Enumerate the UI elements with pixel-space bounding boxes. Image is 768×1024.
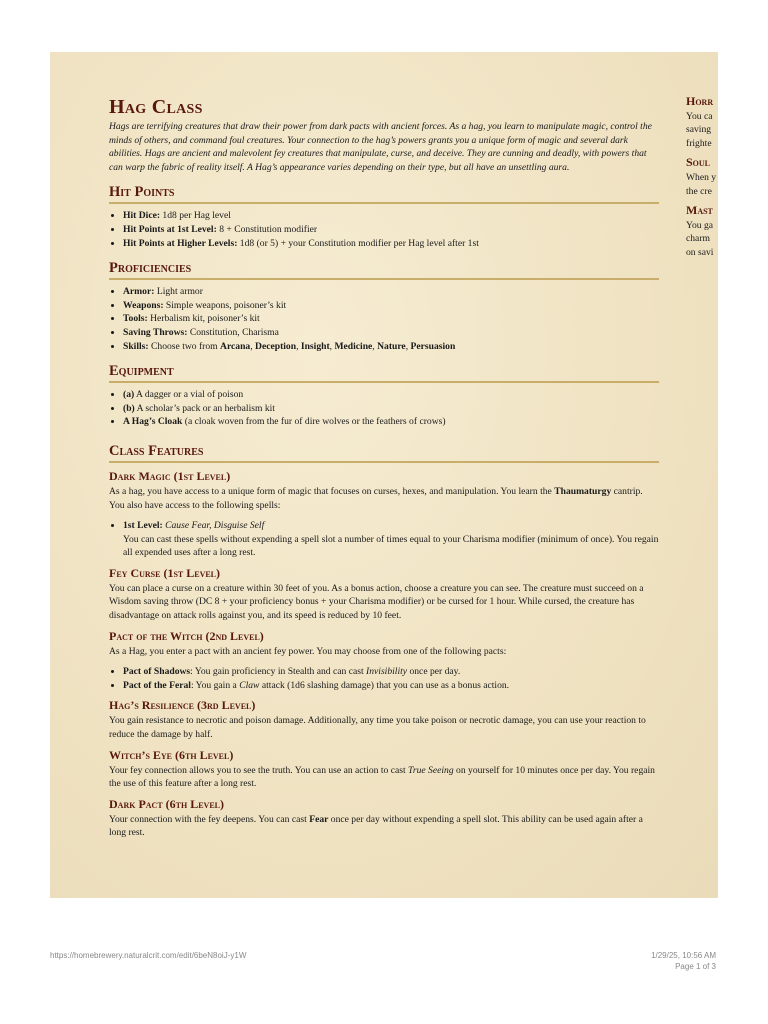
footer-page-number: Page 1 of 3 — [675, 962, 716, 971]
item-label: 1st Level: — [123, 520, 163, 532]
list-item — [123, 299, 659, 313]
skill: Persuasion — [410, 340, 456, 352]
list-item — [123, 209, 659, 223]
section-heading-hit-points: Hit Points — [109, 184, 659, 204]
spell-name: True Seeing — [408, 764, 454, 776]
feature-text-witch-eye — [109, 764, 659, 791]
feature-heading-dark-pact: Dark Pact (6th Level) — [109, 796, 225, 811]
section-heading-proficiencies: Proficiencies — [109, 260, 659, 280]
feature-heading-resilience: Hag’s Resilience (3rd Level) — [109, 698, 256, 713]
list-item — [123, 237, 659, 251]
spell-separator: , — [209, 520, 214, 532]
item-text: 8 + Constitution modifier — [216, 223, 318, 235]
item-text: 1d8 (or 5) + your Constitution modifier per Hag level after 1st — [237, 237, 479, 249]
list-item — [123, 285, 659, 299]
item-text: 1d8 per Hag level — [160, 210, 231, 222]
feature-heading: Mast — [686, 203, 713, 218]
item-text: Light armor — [154, 286, 203, 298]
feature-text — [686, 110, 718, 150]
list-item-subtext: You can cast these spells without expending a spell slot a number of times equal to your Charisma modifier (minimum of once). You regain all expended uses after a long rest. — [123, 533, 659, 559]
print-footer-url — [50, 950, 246, 961]
feature-text-pact: As a Hag, you enter a pact with an ancient fey power. You may choose from one of the following pacts: — [109, 645, 507, 657]
skill: Medicine — [334, 340, 373, 352]
feature-heading-fey-curse: Fey Curse (1st Level) — [109, 565, 221, 580]
section-heading-equipment: Equipment — [109, 363, 659, 383]
text-line: frighte — [686, 137, 712, 149]
skill: Arcana — [220, 340, 251, 352]
feature-heading-pact: Pact of the Witch (2nd Level) — [109, 628, 264, 643]
text-line: You ga — [686, 220, 714, 232]
footer-datetime: 1/29/25, 10:56 AM — [651, 951, 716, 960]
footer-url: https://homebrewery.naturalcrit.com/edit/6beN8oiJ-y1W — [50, 951, 247, 960]
text-span: on yourself for 10 minutes once per day. You regain the use of this feature after a long rest. — [109, 764, 655, 790]
text-span: Your connection with the fey deepens. You can cast — [109, 813, 310, 825]
text-line: charm — [686, 233, 710, 245]
list-item — [123, 519, 659, 560]
item-text: Simple weapons, poisoner’s kit — [163, 299, 287, 311]
list-item — [123, 402, 659, 416]
list-item — [123, 679, 659, 693]
text-span: attack (1d6 slashing damage) that you can use as a bonus action. — [259, 679, 510, 691]
list-item — [123, 388, 659, 402]
text-span: As a hag, you have access to a unique form of magic that focuses on curses, hexes, and manipulation. You learn the — [109, 485, 555, 497]
skill: Deception — [255, 340, 297, 352]
item-label: Armor: — [123, 286, 155, 298]
feature-text — [686, 219, 718, 259]
text-span: cantrip. You also have access to the following spells: — [109, 485, 643, 511]
item-label: (a) — [123, 389, 135, 401]
text-span: : You gain proficiency in Stealth and can cast — [190, 666, 367, 678]
text-span: once per day without expending a spell slot. This ability can be used again after a long rest. — [109, 813, 643, 839]
list-item-skills: • Skills: Choose two from Arcana, Deception, Insight, Medicine, Nature, Persuasion — [123, 340, 659, 354]
main-column — [109, 96, 659, 840]
item-label: Pact of Shadows — [123, 666, 191, 678]
feature-text-resilience: You gain resistance to necrotic and poison damage. Additionally, any time you take poison or necrotic damage, you can use your reaction to reduce the damage by half. — [109, 715, 646, 741]
feature-heading-witch-eye: Witch’s Eye (6th Level) — [109, 747, 234, 762]
spell-name: Disguise Self — [213, 520, 265, 532]
page-title: Hag Class — [109, 96, 203, 118]
item-label: Tools: — [123, 313, 148, 325]
text-span: Your fey connection allows you to see the truth. You can use an action to cast — [109, 764, 409, 776]
text-line: the cre — [686, 185, 712, 197]
text-line: You ca — [686, 111, 713, 122]
list-item — [123, 223, 659, 237]
item-label: Hit Points at Higher Levels: — [123, 237, 238, 249]
text-line: saving — [686, 124, 712, 136]
list-item — [123, 415, 659, 429]
text-span: : You gain a — [190, 679, 240, 691]
feature-text — [686, 171, 718, 198]
item-text: A scholar’s pack or an herbalism kit — [134, 402, 275, 414]
print-footer-meta — [651, 950, 716, 972]
feature-text-fey-curse: You can place a curse on a creature within 30 feet of you. As a bonus action, choose a creature you can see. The creature must succeed on a Wisdom saving throw (DC 8 + your proficiency bonus + your Charisma modifier) or be cursed for 1 hour. While cursed, the creature has disadvantage on attack rolls against you, and its speed is reduced by 10 feet. — [109, 582, 644, 622]
skill: Nature — [377, 340, 406, 352]
item-label: Saving Throws: — [123, 326, 188, 338]
equipment-list — [109, 388, 659, 429]
intro-paragraph: Hags are terrifying creatures that draw their power from dark pacts with ancient forces. As a hag, you learn to manipulate magic, control the minds of others, and command foul creatures. Your connection to the hag’s powers grants you a unique form of magic and several dark abilities. Hags are ancient and malevolent fey creatures that manipulate, curse, and deceive. They are cunning and deadly, with powers that can warp the fabric of reality itself. A Hag’s appearance varies depending on their type, but all have an unsettling aura. — [109, 121, 652, 173]
list-item — [123, 312, 659, 326]
skill: Insight — [300, 340, 330, 352]
item-label: Weapons: — [123, 299, 164, 311]
cantrip-name: Thaumaturgy — [554, 485, 612, 497]
hit-points-list — [109, 209, 659, 250]
feature-heading: Soul — [686, 155, 711, 170]
second-column-cutoff — [686, 94, 718, 264]
item-label: Hit Points at 1st Level: — [123, 223, 217, 235]
document-page — [50, 52, 718, 898]
item-text: Herbalism kit, poisoner’s kit — [147, 313, 260, 325]
item-label: Hit Dice: — [123, 210, 161, 222]
spell-name: Cause Fear — [165, 520, 210, 532]
list-item — [123, 665, 659, 679]
item-label: Skills: — [123, 340, 149, 352]
proficiencies-list — [109, 285, 659, 353]
feature-heading-dark-magic: Dark Magic (1st Level) — [109, 468, 231, 483]
item-text: Choose two from — [148, 340, 221, 352]
feature-text-dark-pact — [109, 813, 659, 840]
section-heading-class-features: Class Features — [109, 443, 659, 463]
feature-text-dark-magic — [109, 485, 659, 512]
pact-list — [109, 665, 659, 692]
item-text: Constitution, Charisma — [187, 326, 279, 338]
item-text: A dagger or a vial of poison — [134, 389, 244, 401]
dark-magic-list — [109, 519, 659, 560]
attack-name: Claw — [239, 679, 260, 691]
feature-heading: Horr — [686, 94, 714, 108]
item-label: (b) — [123, 402, 135, 414]
item-label: A Hag’s Cloak — [123, 416, 183, 428]
text-span: once per day. — [407, 666, 461, 678]
item-text: (a cloak woven from the fur of dire wolves or the feathers of crows) — [182, 416, 446, 428]
item-label: Pact of the Feral — [123, 679, 191, 691]
spell-name: Invisibility — [366, 666, 408, 678]
text-line: When y — [686, 172, 717, 184]
spell-name: Fear — [309, 813, 329, 825]
text-line: on savi — [686, 246, 714, 258]
list-item — [123, 326, 659, 340]
